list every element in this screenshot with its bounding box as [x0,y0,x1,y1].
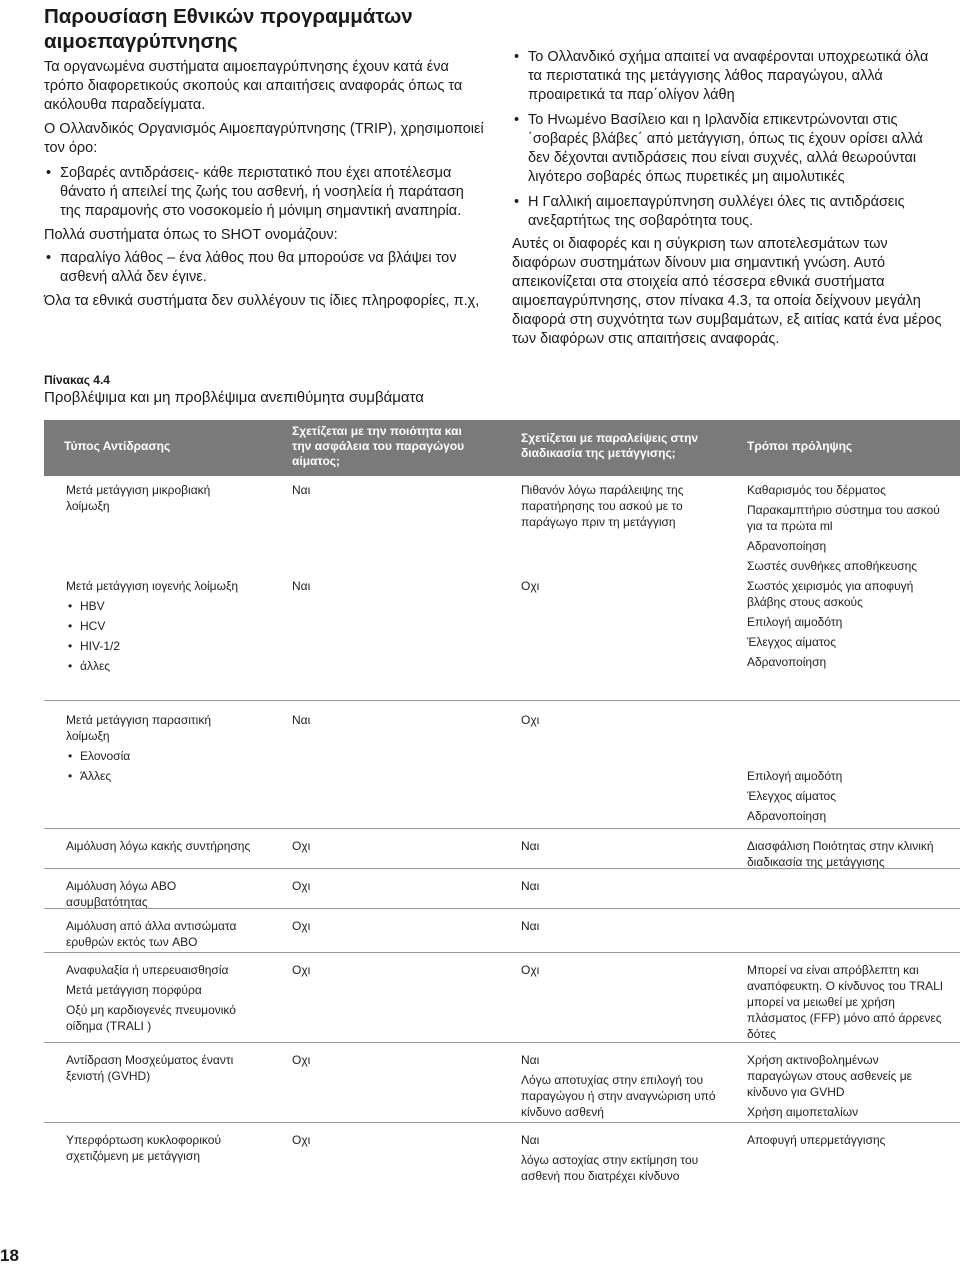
cell-bullet: • HBV [66,598,256,614]
cell-line: Ναι [292,713,311,727]
cell-line: Πιθανόν λόγω παράλειψης της παρατήρησης του ασκού με το παράγωγο πριν τη μετάγγιση [521,483,684,529]
cell-product-quality [292,482,492,502]
cell-reaction-type [66,578,256,678]
cell-process-omissions [521,1052,736,1124]
cell-process-omissions [521,1132,736,1188]
cell-line: Ναι [521,1133,540,1147]
cell-product-quality [292,878,492,898]
cell-line: Μετά μετάγγιση πορφύρα [66,983,202,997]
cell-process-omissions [521,838,736,858]
cell-line: Καθαρισμός του δέρματος [747,483,886,497]
list-item: • Σοβαρές αντιδράσεις- κάθε περιστατικό που έχει αποτέλεσμα θάνατο ή απειλεί της ζωής του ασθενή, ή νοσηλεία ή παράταση της παραμονής στο νοσοκομείο ή μόνιμη σημαντική αναπηρία. [44,164,484,221]
cell-reaction-type [66,1052,256,1088]
cell-line: Οχι [292,879,311,893]
cell-process-omissions [521,918,736,938]
cell-bullet: • HIV-1/2 [66,638,256,654]
cell-product-quality [292,1132,492,1152]
page-number: 18 [0,1246,19,1265]
cell-line: Αιμόλυση λόγω κακής συντήρησης [66,839,251,853]
shot-list [44,249,484,287]
cell-prevention [747,962,947,1046]
cell-process-omissions [521,878,736,898]
cell-line: Αναφυλαξία ή υπερευαισθησία [66,963,229,977]
table-title: Προβλέψιμα και μη προβλέψιμα ανεπιθύμητα συμβάματα [44,389,424,406]
cell-line: Ναι [292,579,311,593]
cell-line: Αιμόλυση λόγω ABO ασυμβατότητας [66,879,177,909]
cell-product-quality [292,712,492,732]
list-item: • Το Ολλανδικό σχήμα απαιτεί να αναφέρονται υποχρεωτικά όλα τα περιστατικά της μετάγγισης λάθος παραγώγου, αλλά προαιρετικά τα παρ΄ολίγον λάθη [512,48,942,105]
cell-line: Διασφάλιση Ποιότητας στην κλινική διαδικασία της μετάγγισης [747,839,934,869]
cell-line: Οχι [292,1053,311,1067]
comparison-paragraph: Αυτές οι διαφορές και η σύγκριση των αποτελεσμάτων των διαφόρων συστημάτων δίνουν μια σημαντική γνώση. Αυτό απεικονίζεται στα στοιχεία από τέσσερα εθνικά συστήματα αιμοεπαγρύπνησης, στον πίνακα 4.3, τα οποία δείχνουν μεγάλη διαφορά στη συχνότητα των συμβαμάτων, εξ αιτίας κατά ένα μέρος των διαφόρων στις απαιτήσεις αναφοράς. [512,236,942,347]
cell-line: Μετά μετάγγιση μικροβιακή λοίμωξη [66,483,211,513]
cell-line: Αντίδραση Μοσχεύματος έναντι ξενιστή (GVHD) [66,1053,234,1083]
list-item: • Η Γαλλική αιμοεπαγρύπνηση συλλέγει όλες τις αντιδράσεις ανεξαρτήτως της σοβαρότητα τους. [512,193,942,231]
shot-paragraph: Πολλά συστήματα όπως το SHOT ονομάζουν: [44,227,338,243]
cell-line: Ναι [521,879,540,893]
cell-reaction-type [66,878,256,914]
cell-line: Αιμόλυση από άλλα αντισώματα ερυθρών εκτός των ABO [66,919,237,949]
cell-bullet: • HCV [66,618,256,634]
cell-line: Παρακαμπτήριο σύστημα του ασκού για τα πρώτα ml [747,503,940,533]
cell-product-quality [292,838,492,858]
cell-product-quality [292,918,492,938]
cell-line: Έλεγχος αίματος [747,789,837,803]
cell-line: Οχι [521,713,540,727]
cell-line: Οξύ μη καρδιογενές πνευμονικό οίδημα (TRALI ) [66,1003,236,1033]
cell-line: Οχι [292,1133,311,1147]
cell-line: Οχι [521,963,540,977]
cell-line: Αδρανοποίηση [747,655,827,669]
cell-bullet: • Ελονοσία [66,748,256,764]
trip-list [44,164,484,221]
cell-line: Οχι [292,919,311,933]
cell-prevention [747,578,947,674]
cell-line: Αδρανοποίηση [747,809,827,823]
left-column [44,0,484,311]
header-reaction-type: Τύπος Αντίδρασης [64,439,171,453]
cell-prevention [747,768,947,828]
intro-paragraph: Τα οργανωμένα συστήματα αιμοεπαγρύπνησης έχουν κατά ένα τρόπο διαφορετικούς σκοπούς και απαιτήσεις αναφοράς όπως τα ακόλουθα παραδείγματα. [44,59,463,113]
cell-line: Σωστός χειρισμός για αποφυγή βλάβης στους ασκούς [747,579,914,609]
header-process-omissions: Σχετίζεται με παραλείψεις στην διαδικασία της μετάγγισης; [521,431,699,460]
cell-process-omissions [521,482,736,534]
row-divider [44,700,960,701]
cell-line: Μπορεί να είναι απρόβλεπτη και αναπόφευκτη. Ο κίνδυνος του TRALI μπορεί να μειωθεί με χρήση πλάσματος (FFP) μόνο από άρρενες δότες [747,963,944,1041]
cell-line: Οχι [521,579,540,593]
cell-prevention [747,1052,947,1124]
cell-line: Μετά μετάγγιση παρασιτική λοίμωξη [66,713,212,743]
cell-prevention [747,1132,947,1152]
cell-line: λόγω αστοχίας στην εκτίμηση του ασθενή που διατρέχει κίνδυνο [521,1153,699,1183]
cell-process-omissions [521,578,736,598]
right-column [512,46,942,349]
cell-reaction-type [66,838,256,858]
row-divider [44,828,960,829]
closing-paragraph: Όλα τα εθνικά συστήματα δεν συλλέγουν τις ίδιες πληροφορίες, π.χ, [44,293,480,309]
table-number: Πίνακας 4.4 [44,373,110,387]
table-caption [44,372,424,407]
section-title: Παρουσίαση Εθνικών προγραμμάτων αιμοεπαγρύπνησης [44,5,413,53]
national-systems-list [512,48,942,231]
cell-prevention [747,482,947,578]
trip-paragraph: Ο Ολλανδικός Οργανισμός Αιμοεπαγρύπνησης (TRIP), χρησιμοποιεί τον όρο: [44,121,484,156]
cell-product-quality [292,578,492,598]
cell-reaction-type [66,712,256,788]
list-item: • Το Ηνωμένο Βασίλειο και η Ιρλανδία επικεντρώνονται στις ΄σοβαρές βλάβες΄ από μετάγγιση, όπως τις έχουν ορίσει αλλά δεν δέχονται αντιδράσεις που είναι συχνές, αλλά θεωρούνται λιγότερο σοβαρές όπως πυρετικές μη αιμολυτικές [512,111,942,187]
cell-line: Επιλογή αιμοδότη [747,615,843,629]
cell-reaction-type [66,918,256,954]
cell-line: Ναι [521,1053,540,1067]
table-header [44,420,960,476]
cell-line: Λόγω αποτυχίας στην επιλογή του παραγώγου ή στην αναγνώριση υπό κίνδυνο ασθενή [521,1073,716,1119]
cell-product-quality [292,962,492,982]
cell-line: Χρήση ακτινοβολημένων παραγώγων στους ασθενείς με κίνδυνο για GVHD [747,1053,912,1099]
cell-line: Ναι [292,483,311,497]
cell-line: Ναι [521,839,540,853]
cell-process-omissions [521,962,736,982]
cell-line: Επιλογή αιμοδότη [747,769,843,783]
cell-process-omissions [521,712,736,732]
cell-line: Έλεγχος αίματος [747,635,837,649]
cell-reaction-type [66,962,256,1038]
cell-reaction-type [66,1132,256,1168]
cell-line: Ναι [521,919,540,933]
cell-line: Χρήση αιμοπεταλίων [747,1105,859,1119]
cell-line: Μετά μετάγγιση ιογενής λοίμωξη [66,579,239,593]
cell-prevention [747,838,947,874]
header-prevention: Τρόποι πρόληψης [747,439,853,453]
list-item: • παραλίγο λάθος – ένα λάθος που θα μπορούσε να βλάψει τον ασθενή αλλά δεν έγινε. [44,249,484,287]
cell-bullet: • Άλλες [66,768,256,784]
cell-line: Αποφυγή υπερμετάγγισης [747,1133,886,1147]
cell-line: Σωστές συνθήκες αποθήκευσης [747,559,918,573]
header-product-quality: Σχετίζεται με την ποιότητα και την ασφάλεια του παραγώγου αίματος; [292,424,465,468]
cell-line: Οχι [292,839,311,853]
cell-line: Αδρανοποίηση [747,539,827,553]
cell-product-quality [292,1052,492,1072]
cell-reaction-type [66,482,256,518]
cell-line: Υπερφόρτωση κυκλοφορικού σχετιζόμενη με μετάγγιση [66,1133,222,1163]
cell-bullet: • άλλες [66,658,256,674]
cell-line: Οχι [292,963,311,977]
